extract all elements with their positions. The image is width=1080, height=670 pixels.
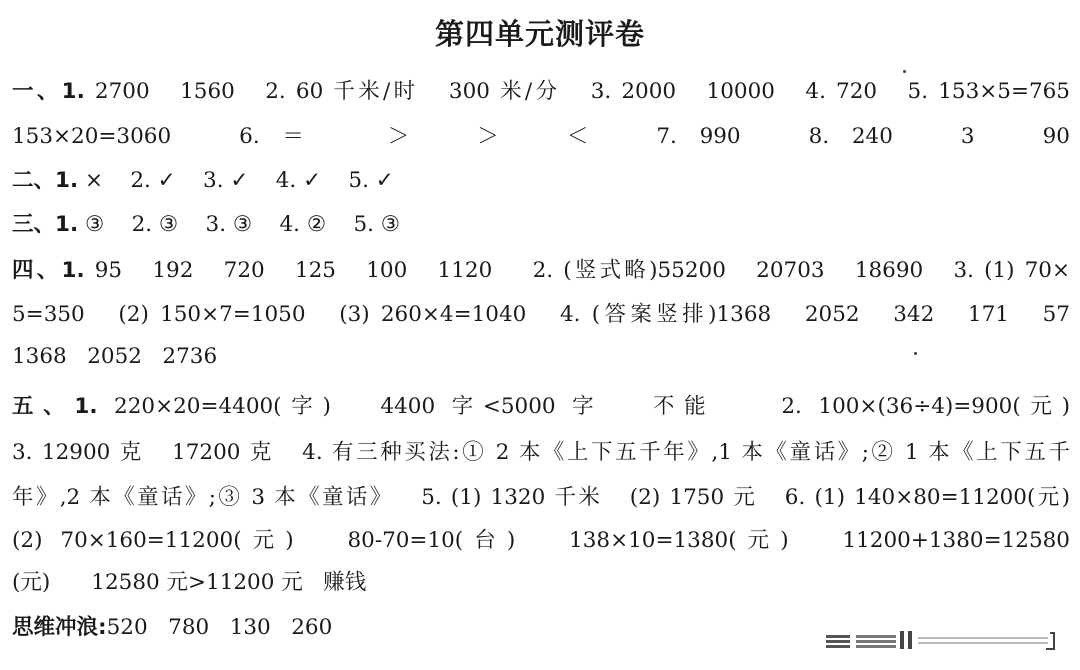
answer-line-2	[12, 119, 1070, 155]
answer-text: 5=350 (2) 150×7=1050 (3) 260×4=1040 4. (答案竖排)1368 2052 342 171 57	[12, 302, 1070, 327]
answer-text: 220×20=4400(字) 4400 字<5000 字 不能 2. 100×(36÷4)=900(元)	[97, 394, 1070, 419]
answer-line-11	[12, 523, 1070, 559]
answer-text: 153×20=3060 6. ＝ ＞ ＞ ＜ 7. 990 8. 240 3 90	[12, 124, 1070, 149]
answer-text: (2) 70×160=11200(元) 80-70=10(台) 138×10=1380(元) 11200+1380=12580	[12, 528, 1070, 553]
speck-dot	[903, 70, 906, 73]
section-label: 四、1.	[12, 258, 85, 283]
answer-line-8	[12, 389, 1070, 425]
speck-dot	[914, 352, 917, 355]
answer-line-3	[12, 163, 1070, 199]
answer-text: (元) 12580 元>11200 元 赚钱	[12, 570, 367, 595]
answer-text: 1368 2052 2736	[12, 344, 218, 369]
answer-line-6	[12, 297, 1070, 333]
answer-text: 3. 12900 克 17200 克 4. 有三种买法:① 2 本《上下五千年》,1 本《童话》;② 1 本《上下五千	[12, 440, 1070, 465]
answer-text: 520 780 130 260	[106, 615, 333, 640]
section-label: 五、1.	[12, 394, 98, 419]
page-title: 第四单元测评卷	[434, 17, 645, 51]
answer-line-1	[12, 74, 1070, 110]
answer-text: ③ 2. ③ 3. ③ 4. ② 5. ③	[78, 212, 401, 237]
section-label: 三、1.	[12, 212, 79, 237]
section-label: 思维冲浪:	[12, 615, 107, 640]
section-label: 二、1.	[12, 168, 79, 193]
answer-text: 95 192 720 125 100 1120 2. (竖式略)55200 20703 18690 3. (1) 70×	[84, 258, 1070, 283]
answer-line-7	[12, 339, 1070, 375]
answer-line-12	[12, 565, 1070, 601]
answer-line-5	[12, 253, 1070, 289]
answer-text: 年》,2 本《童话》;③ 3 本《童话》 5. (1) 1320 千米 (2) 1750 元 6. (1) 140×80=11200(元)	[12, 485, 1070, 510]
answer-line-4	[12, 207, 1070, 243]
answer-line-10	[12, 480, 1070, 516]
answer-text: 2700 1560 2. 60 千米/时 300 米/分 3. 2000 10000 4. 720 5. 153×5=765	[84, 79, 1070, 104]
section-label: 一、1.	[12, 79, 85, 104]
answer-line-9	[12, 435, 1070, 471]
watermark-bars-icon	[822, 625, 1062, 655]
answer-text: × 2. ✓ 3. ✓ 4. ✓ 5. ✓	[78, 168, 394, 193]
